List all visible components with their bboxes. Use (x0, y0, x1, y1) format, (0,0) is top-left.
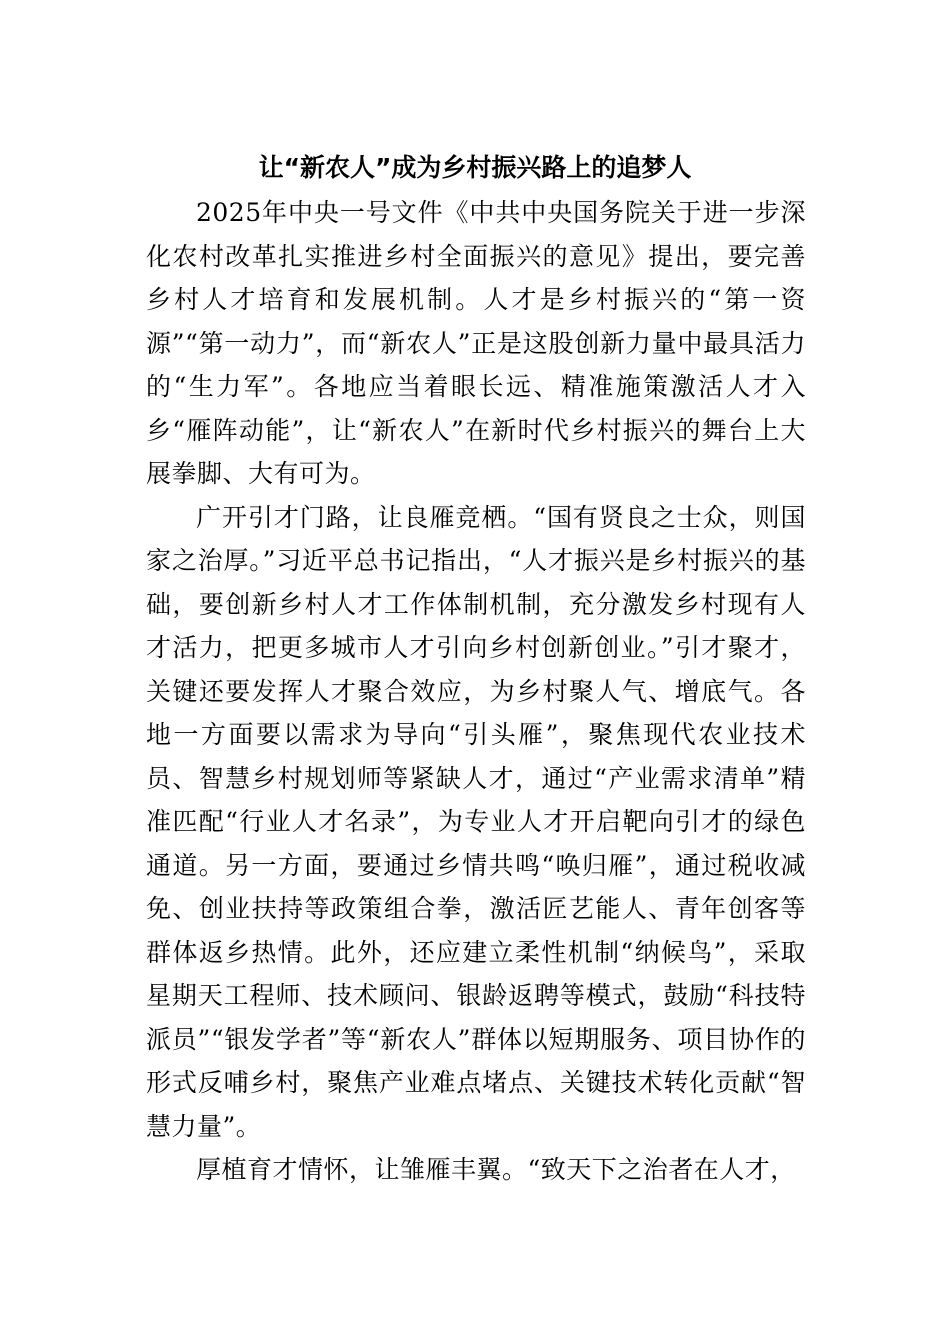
paragraph: 2025年中央一号文件《中共中央国务院关于进一步深化农村改革扎实推进乡村全面振兴的意见》提出，要完善乡村人才培育和发展机制。人才是乡村振兴的“第一资源”“第一动力”，而“新农人”正是这股创新力量中最具活力的“生力军”。各地应当着眼长远、精准施策激活人才入乡“雁阵动能”，让“新农人”在新时代乡村振兴的舞台上大展拳脚、大有可为。 (146, 198, 806, 488)
article-title: 让“新农人”成为乡村振兴路上的追梦人 (258, 153, 692, 182)
paragraph: 厚植育才情怀，让雏雁丰翼。“致天下之治者在人才， (196, 1155, 796, 1184)
article-body (146, 191, 806, 1192)
paragraph: 广开引才门路，让良雁竞栖。“国有贤良之士众，则国家之治厚。”习近平总书记指出，“人才振兴是乡村振兴的基础，要创新乡村人才工作体制机制，充分激发乡村现有人才活力，把更多城市人才引向乡村创新创业。”引才聚才，关键还要发挥人才聚合效应，为乡村聚人气、增底气。各地一方面要以需求为导向“引头雁”，聚焦现代农业技术员、智慧乡村规划师等紧缺人才，通过“产业需求清单”精准匹配“行业人才名录”，为专业人才开启靶向引才的绿色通道。另一方面，要通过乡情共鸣“唤归雁”，通过税收减免、创业扶持等政策组合拳，激活匠艺能人、青年创客等群体返乡热情。此外，还应建立柔性机制“纳候鸟”，采取星期天工程师、技术顾问、银龄返聘等模式，鼓励“科技特派员”“银发学者”等“新农人”群体以短期服务、项目协作的形式反哺乡村，聚焦产业难点堵点、关键技术转化贡献“智慧力量”。 (146, 502, 806, 1141)
